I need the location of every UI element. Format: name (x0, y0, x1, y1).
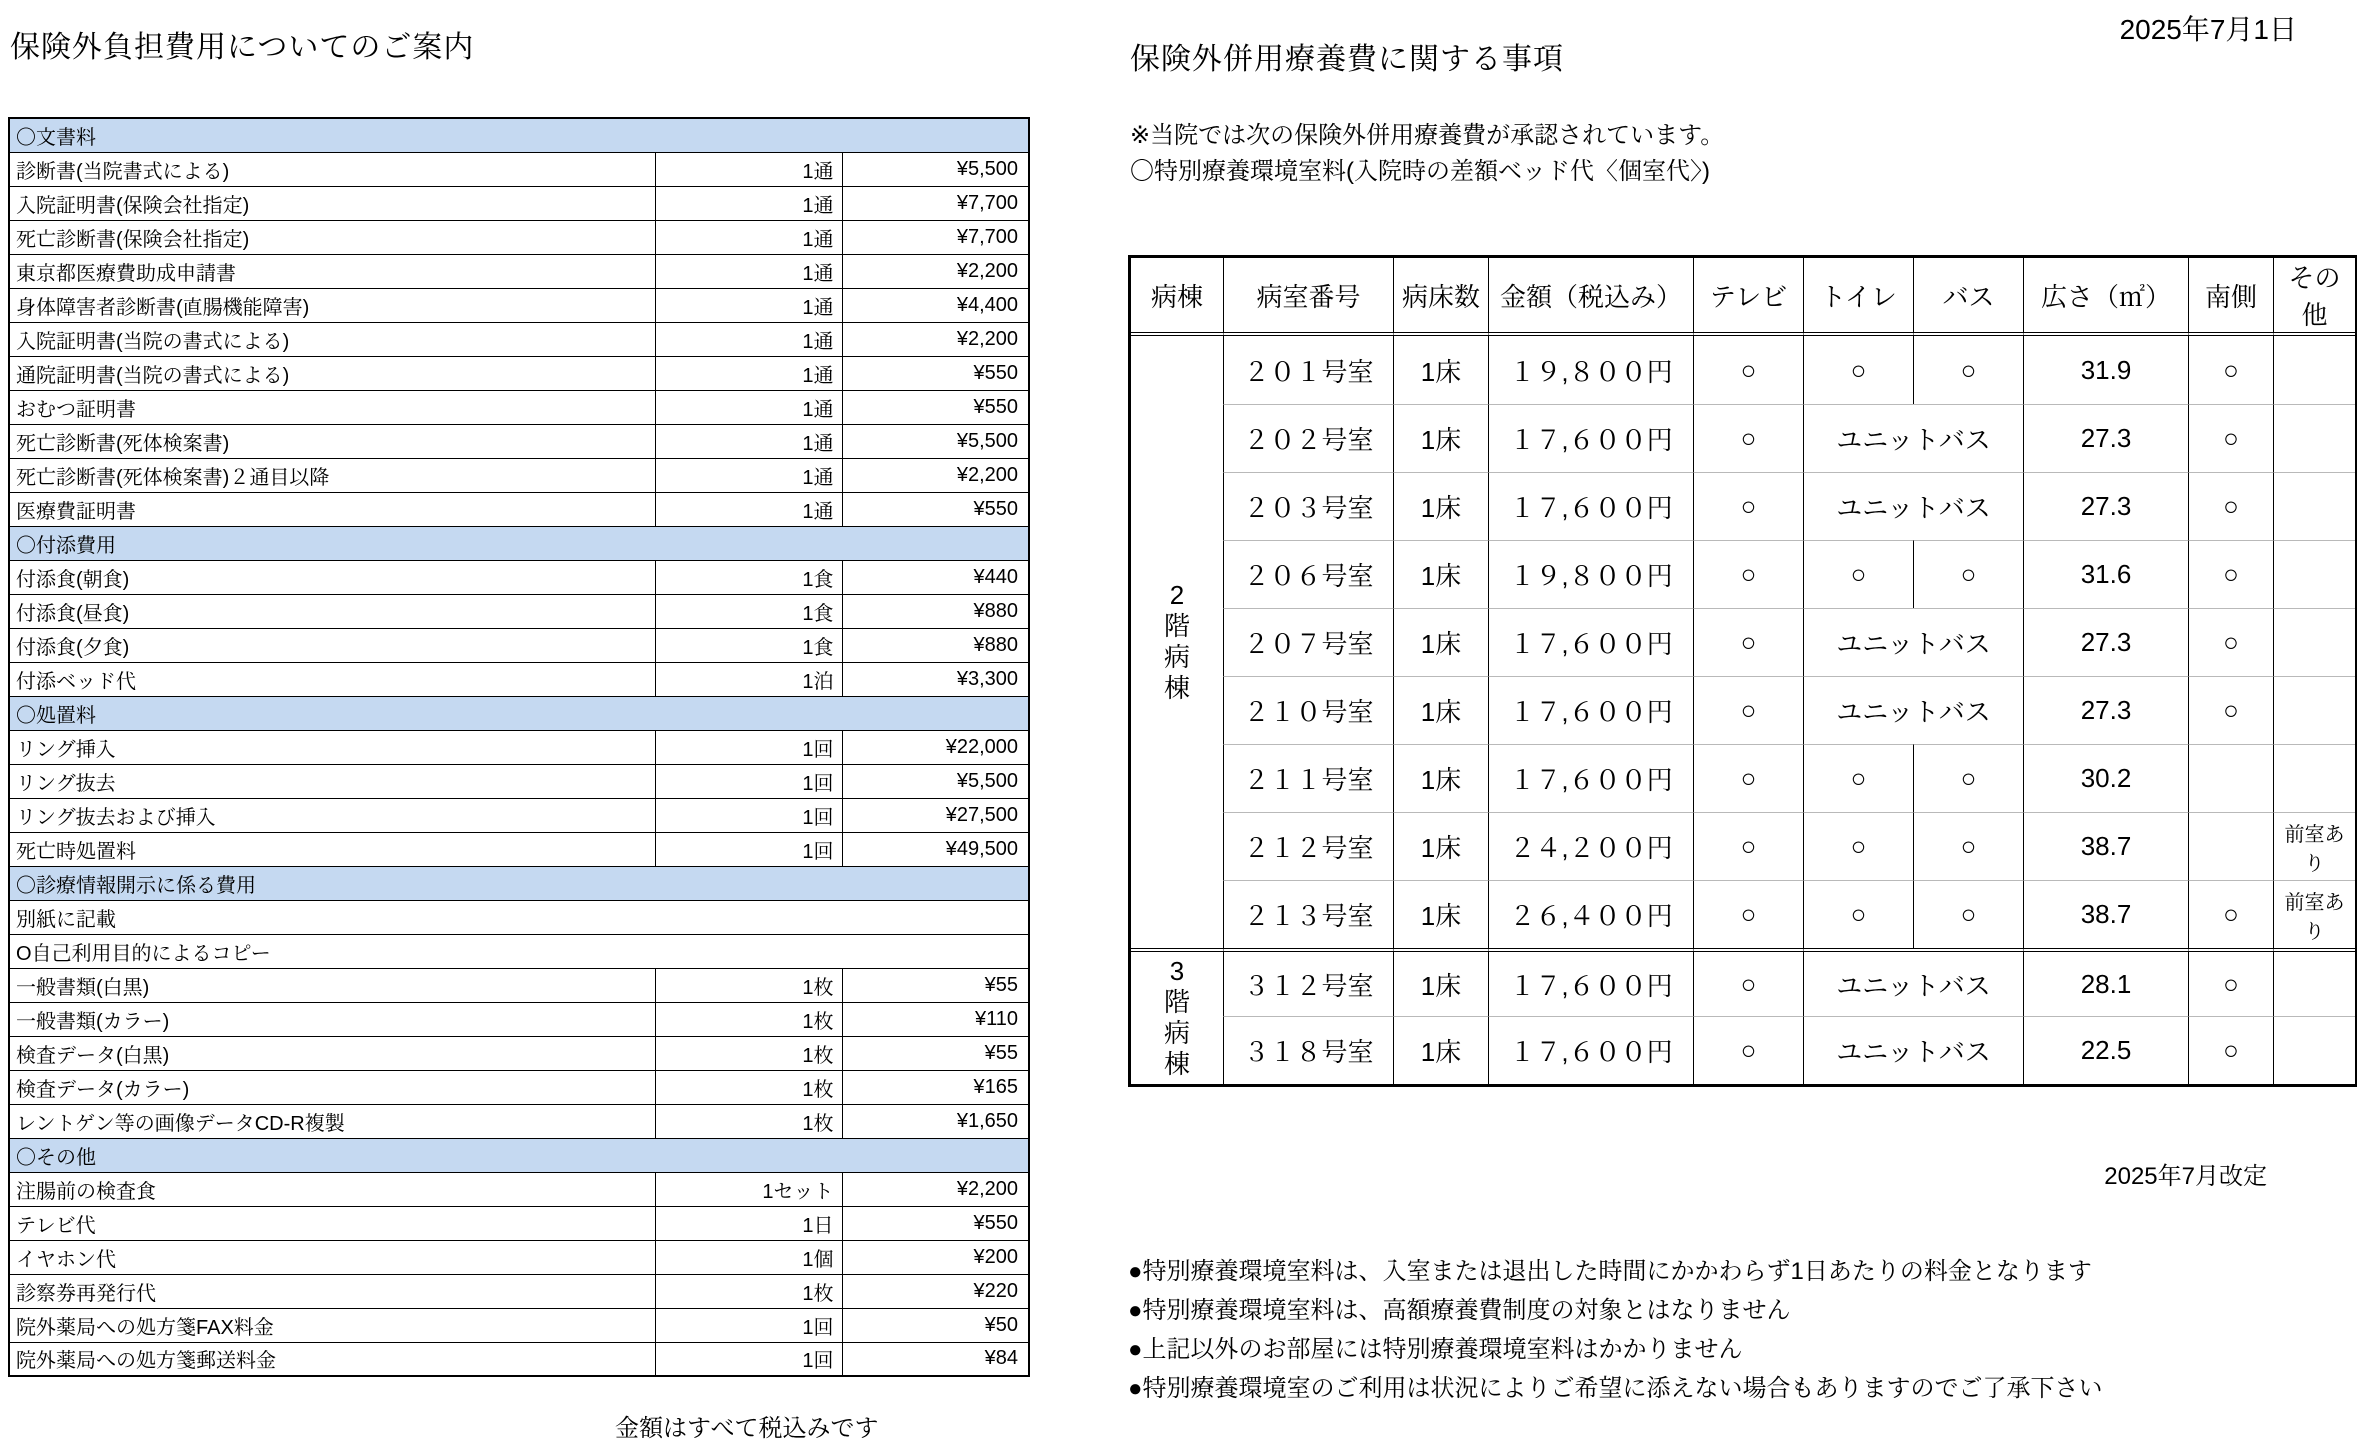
fee-row (9, 1240, 1029, 1274)
fee-unit: 1通 (655, 186, 842, 220)
section-label: 〇その他 (9, 1138, 1029, 1172)
fee-row (9, 628, 1029, 662)
south-mark: ○ (2188, 676, 2273, 744)
fee-price: ¥55 (842, 1036, 1029, 1070)
south-mark: ○ (2188, 540, 2273, 608)
tv-mark: ○ (1693, 948, 1803, 1016)
south-mark: ○ (2188, 336, 2273, 404)
fees-table (8, 117, 1030, 1377)
room-number: ２１１号室 (1223, 744, 1393, 812)
section-label: 〇処置料 (9, 696, 1029, 730)
room-price: １７,６００円 (1488, 744, 1693, 812)
room-price: １７,６００円 (1488, 608, 1693, 676)
tv-mark: ○ (1693, 1016, 1803, 1084)
fee-row (9, 186, 1029, 220)
fee-label: 一般書類(カラー) (9, 1002, 655, 1036)
room-row (1131, 404, 2355, 472)
fee-row (9, 798, 1029, 832)
fee-unit: 1枚 (655, 1070, 842, 1104)
fee-unit: 1枚 (655, 1036, 842, 1070)
bed-count: 1床 (1393, 472, 1488, 540)
fee-unit: 1食 (655, 594, 842, 628)
room-row (1131, 676, 2355, 744)
note-bullet: ●上記以外のお部屋には特別療養環境室料はかかりません (1128, 1336, 1743, 1363)
south-mark: ○ (2188, 1016, 2273, 1084)
section-header-row (9, 526, 1029, 560)
room-other (2273, 472, 2355, 540)
room-price: ２４,２００円 (1488, 812, 1693, 880)
tv-mark: ○ (1693, 744, 1803, 812)
unit-bath-cell: ユニットバス (1803, 1016, 2023, 1084)
fee-row (9, 560, 1029, 594)
fee-unit: 1食 (655, 628, 842, 662)
fee-label: リング抜去 (9, 764, 655, 798)
section-header-row (9, 118, 1029, 152)
south-mark: ○ (2188, 404, 2273, 472)
toilet-mark: ○ (1803, 336, 1913, 404)
room-size: 27.3 (2023, 472, 2188, 540)
bed-count: 1床 (1393, 676, 1488, 744)
bed-count: 1床 (1393, 948, 1488, 1016)
room-number: ３１２号室 (1223, 948, 1393, 1016)
fee-row (9, 764, 1029, 798)
south-mark: ○ (2188, 880, 2273, 948)
fee-price: ¥22,000 (842, 730, 1029, 764)
fee-row (9, 492, 1029, 526)
fee-unit: 1通 (655, 220, 842, 254)
south-mark: ○ (2188, 608, 2273, 676)
fee-unit: 1通 (655, 390, 842, 424)
room-other (2273, 608, 2355, 676)
room-number: ２０７号室 (1223, 608, 1393, 676)
fee-row (9, 1070, 1029, 1104)
fee-label: 身体障害者診断書(直腸機能障害) (9, 288, 655, 322)
fee-price: ¥550 (842, 390, 1029, 424)
fee-row (9, 254, 1029, 288)
section-label: 〇診療情報開示に係る費用 (9, 866, 1029, 900)
fee-unit: 1回 (655, 798, 842, 832)
fee-label: 死亡診断書(死体検案書) (9, 424, 655, 458)
fee-label: 死亡診断書(保険会社指定) (9, 220, 655, 254)
bath-mark: ○ (1913, 812, 2023, 880)
fee-label: 注腸前の検査食 (9, 1172, 655, 1206)
unit-bath-cell: ユニットバス (1803, 676, 2023, 744)
fee-price: ¥27,500 (842, 798, 1029, 832)
footnote-bullets (1128, 1252, 2103, 1408)
room-row (1131, 1016, 2355, 1084)
fee-unit: 1食 (655, 560, 842, 594)
fee-unit: 1枚 (655, 1002, 842, 1036)
section-label: 〇付添費用 (9, 526, 1029, 560)
header-size: 広さ（㎡） (2023, 258, 2188, 336)
fee-row (9, 390, 1029, 424)
room-table-header-row (1131, 258, 2355, 336)
unit-bath-cell: ユニットバス (1803, 608, 2023, 676)
revision-note: 2025年7月改定 (2104, 1163, 2267, 1190)
ward-label: 3 階 病 棟 (1131, 948, 1223, 1084)
tv-mark: ○ (1693, 336, 1803, 404)
room-row (1131, 948, 2355, 1016)
intro-line: 〇特別療養環境室料(入院時の差額ベッド代〈個室代〉) (1130, 158, 1710, 185)
fee-price: ¥7,700 (842, 220, 1029, 254)
fee-label: 入院証明書(保険会社指定) (9, 186, 655, 220)
fee-unit: 1回 (655, 1308, 842, 1342)
fee-unit: 1枚 (655, 1104, 842, 1138)
fee-unit: 1枚 (655, 968, 842, 1002)
header-bath: バス (1913, 258, 2023, 336)
room-row (1131, 880, 2355, 948)
room-row (1131, 812, 2355, 880)
fee-label: 診察券再発行代 (9, 1274, 655, 1308)
fee-label: 付添食(昼食) (9, 594, 655, 628)
tv-mark: ○ (1693, 404, 1803, 472)
header-room-number: 病室番号 (1223, 258, 1393, 336)
full-width-row (9, 900, 1029, 934)
south-mark: ○ (2188, 472, 2273, 540)
room-row (1131, 744, 2355, 812)
room-other (2273, 1016, 2355, 1084)
fee-price: ¥550 (842, 492, 1029, 526)
fee-price: ¥55 (842, 968, 1029, 1002)
fee-unit: 1回 (655, 1342, 842, 1376)
tv-mark: ○ (1693, 472, 1803, 540)
fee-label: 死亡時処置料 (9, 832, 655, 866)
fee-unit: 1通 (655, 322, 842, 356)
bath-mark: ○ (1913, 880, 2023, 948)
section-header-row (9, 696, 1029, 730)
tv-mark: ○ (1693, 540, 1803, 608)
toilet-mark: ○ (1803, 880, 1913, 948)
document-date: 2025年7月1日 (2119, 14, 2297, 45)
fee-price: ¥84 (842, 1342, 1029, 1376)
section-header-row (9, 1138, 1029, 1172)
room-size: 30.2 (2023, 744, 2188, 812)
fee-price: ¥7,700 (842, 186, 1029, 220)
fee-row (9, 662, 1029, 696)
room-number: ２０１号室 (1223, 336, 1393, 404)
room-price: １７,６００円 (1488, 1016, 1693, 1084)
fee-label: 医療費証明書 (9, 492, 655, 526)
fee-price: ¥2,200 (842, 1172, 1029, 1206)
fee-unit: 1通 (655, 492, 842, 526)
room-size: 38.7 (2023, 880, 2188, 948)
room-size: 27.3 (2023, 404, 2188, 472)
room-size: 27.3 (2023, 608, 2188, 676)
fee-label: 付添食(夕食) (9, 628, 655, 662)
fee-label: 院外薬局への処方箋FAX料金 (9, 1308, 655, 1342)
fee-row (9, 1342, 1029, 1376)
room-number: ２１２号室 (1223, 812, 1393, 880)
room-price: ２６,４００円 (1488, 880, 1693, 948)
fee-row (9, 152, 1029, 186)
fee-unit: 1回 (655, 764, 842, 798)
bed-count: 1床 (1393, 608, 1488, 676)
fee-label: リング抜去および挿入 (9, 798, 655, 832)
bed-count: 1床 (1393, 812, 1488, 880)
right-document-title: 保険外併用療養費に関する事項 (1130, 43, 1564, 76)
room-other (2273, 948, 2355, 1016)
fee-row (9, 322, 1029, 356)
fee-unit: 1泊 (655, 662, 842, 696)
fee-row (9, 220, 1029, 254)
intro-line: ※当院では次の保険外併用療養費が承認されています。 (1130, 122, 1725, 149)
fee-row (9, 1002, 1029, 1036)
intro-notes (1130, 118, 1724, 190)
room-price: １７,６００円 (1488, 472, 1693, 540)
fee-unit: 1通 (655, 356, 842, 390)
room-other (2273, 404, 2355, 472)
room-other (2273, 676, 2355, 744)
fee-label: 付添食(朝食) (9, 560, 655, 594)
south-mark (2188, 812, 2273, 880)
fee-label: 通院証明書(当院の書式による) (9, 356, 655, 390)
room-other: 前室あり (2273, 880, 2355, 948)
unit-bath-cell: ユニットバス (1803, 404, 2023, 472)
room-other: 前室あり (2273, 812, 2355, 880)
room-other (2273, 540, 2355, 608)
fee-price: ¥110 (842, 1002, 1029, 1036)
room-size: 38.7 (2023, 812, 2188, 880)
fee-price: ¥5,500 (842, 424, 1029, 458)
room-price: １９,８００円 (1488, 336, 1693, 404)
room-number: ２１０号室 (1223, 676, 1393, 744)
room-row (1131, 540, 2355, 608)
toilet-mark: ○ (1803, 540, 1913, 608)
tax-included-note: 金額はすべて税込みです (615, 1415, 879, 1442)
room-size: 27.3 (2023, 676, 2188, 744)
fee-unit: 1回 (655, 730, 842, 764)
fee-label: イヤホン代 (9, 1240, 655, 1274)
room-number: ２１３号室 (1223, 880, 1393, 948)
header-ward: 病棟 (1131, 258, 1223, 336)
bath-mark: ○ (1913, 744, 2023, 812)
note-bullet: ●特別療養環境室料は、入室または退出した時間にかかわらず1日あたりの料金となります (1128, 1258, 2092, 1285)
section-label: 〇文書料 (9, 118, 1029, 152)
south-mark: ○ (2188, 948, 2273, 1016)
room-number: ２０６号室 (1223, 540, 1393, 608)
full-row-label: 別紙に記載 (9, 900, 1029, 934)
header-bed-count: 病床数 (1393, 258, 1488, 336)
room-row (1131, 608, 2355, 676)
room-row (1131, 336, 2355, 404)
fee-unit: 1個 (655, 1240, 842, 1274)
bed-count: 1床 (1393, 336, 1488, 404)
fee-unit: 1通 (655, 424, 842, 458)
fee-row (9, 594, 1029, 628)
fee-unit: 1枚 (655, 1274, 842, 1308)
full-width-row (9, 934, 1029, 968)
fee-unit: 1日 (655, 1206, 842, 1240)
fee-label: 院外薬局への処方箋郵送料金 (9, 1342, 655, 1376)
room-price: １９,８００円 (1488, 540, 1693, 608)
bed-count: 1床 (1393, 1016, 1488, 1084)
fee-row (9, 832, 1029, 866)
bed-count: 1床 (1393, 880, 1488, 948)
fee-price: ¥440 (842, 560, 1029, 594)
south-mark (2188, 744, 2273, 812)
full-row-label: O自己利用目的によるコピー (9, 934, 1029, 968)
room-size: 31.9 (2023, 336, 2188, 404)
ward-label: 2 階 病 棟 (1131, 336, 1223, 948)
bed-count: 1床 (1393, 404, 1488, 472)
fee-label: 死亡診断書(死体検案書)２通目以降 (9, 458, 655, 492)
private-room-table (1128, 255, 2357, 1087)
fee-label: 一般書類(白黒) (9, 968, 655, 1002)
note-bullet: ●特別療養環境室料は、高額療養費制度の対象とはなりません (1128, 1297, 1791, 1324)
fee-price: ¥2,200 (842, 254, 1029, 288)
header-south-facing: 南側 (2188, 258, 2273, 336)
fee-unit: 1通 (655, 288, 842, 322)
fee-label: 付添ベッド代 (9, 662, 655, 696)
bed-count: 1床 (1393, 744, 1488, 812)
fee-label: テレビ代 (9, 1206, 655, 1240)
bath-mark: ○ (1913, 540, 2023, 608)
fee-price: ¥2,200 (842, 322, 1029, 356)
fee-unit: 1セット (655, 1172, 842, 1206)
note-bullet: ●特別療養環境室のご利用は状況によりご希望に添えない場合もありますのでご了承下さい (1128, 1375, 2103, 1402)
fee-price: ¥880 (842, 628, 1029, 662)
tv-mark: ○ (1693, 608, 1803, 676)
fee-label: おむつ証明書 (9, 390, 655, 424)
fee-unit: 1通 (655, 254, 842, 288)
fee-price: ¥165 (842, 1070, 1029, 1104)
fee-row (9, 458, 1029, 492)
header-tv: テレビ (1693, 258, 1803, 336)
room-price: １７,６００円 (1488, 676, 1693, 744)
fee-price: ¥4,400 (842, 288, 1029, 322)
unit-bath-cell: ユニットバス (1803, 948, 2023, 1016)
fee-price: ¥220 (842, 1274, 1029, 1308)
fee-row (9, 356, 1029, 390)
toilet-mark: ○ (1803, 744, 1913, 812)
fee-row (9, 1036, 1029, 1070)
fee-unit: 1通 (655, 458, 842, 492)
fee-label: 東京都医療費助成申請書 (9, 254, 655, 288)
fee-row (9, 730, 1029, 764)
section-header-row (9, 866, 1029, 900)
fee-row (9, 1274, 1029, 1308)
left-document-title: 保険外負担費用についてのご案内 (10, 31, 475, 64)
fee-price: ¥50 (842, 1308, 1029, 1342)
fee-row (9, 424, 1029, 458)
room-table-body (1131, 336, 2355, 1084)
toilet-mark: ○ (1803, 812, 1913, 880)
fee-label: 診断書(当院書式による) (9, 152, 655, 186)
fee-unit: 1回 (655, 832, 842, 866)
tv-mark: ○ (1693, 676, 1803, 744)
fee-unit: 1通 (655, 152, 842, 186)
fee-price: ¥5,500 (842, 152, 1029, 186)
fee-price: ¥550 (842, 356, 1029, 390)
header-toilet: トイレ (1803, 258, 1913, 336)
fee-price: ¥880 (842, 594, 1029, 628)
room-price: １７,６００円 (1488, 948, 1693, 1016)
fee-row (9, 1206, 1029, 1240)
fee-price: ¥550 (842, 1206, 1029, 1240)
fee-price: ¥5,500 (842, 764, 1029, 798)
bed-count: 1床 (1393, 540, 1488, 608)
fee-label: リング挿入 (9, 730, 655, 764)
fee-price: ¥49,500 (842, 832, 1029, 866)
tv-mark: ○ (1693, 812, 1803, 880)
fee-row (9, 1104, 1029, 1138)
bath-mark: ○ (1913, 336, 2023, 404)
fee-price: ¥200 (842, 1240, 1029, 1274)
header-price: 金額（税込み） (1488, 258, 1693, 336)
fee-label: 検査データ(白黒) (9, 1036, 655, 1070)
fee-row (9, 288, 1029, 322)
header-other: その他 (2273, 258, 2355, 336)
room-other (2273, 744, 2355, 812)
room-number: ２０３号室 (1223, 472, 1393, 540)
tv-mark: ○ (1693, 880, 1803, 948)
fee-row (9, 1308, 1029, 1342)
fee-label: 検査データ(カラー) (9, 1070, 655, 1104)
fee-price: ¥3,300 (842, 662, 1029, 696)
room-size: 22.5 (2023, 1016, 2188, 1084)
room-size: 28.1 (2023, 948, 2188, 1016)
room-number: ２０２号室 (1223, 404, 1393, 472)
room-number: ３１８号室 (1223, 1016, 1393, 1084)
fees-table-body (9, 118, 1029, 1376)
room-row (1131, 472, 2355, 540)
room-other (2273, 336, 2355, 404)
room-size: 31.6 (2023, 540, 2188, 608)
fee-price: ¥2,200 (842, 458, 1029, 492)
fee-row (9, 968, 1029, 1002)
room-price: １７,６００円 (1488, 404, 1693, 472)
fee-row (9, 1172, 1029, 1206)
fee-label: 入院証明書(当院の書式による) (9, 322, 655, 356)
fee-price: ¥1,650 (842, 1104, 1029, 1138)
unit-bath-cell: ユニットバス (1803, 472, 2023, 540)
fee-label: レントゲン等の画像データCD-R複製 (9, 1104, 655, 1138)
